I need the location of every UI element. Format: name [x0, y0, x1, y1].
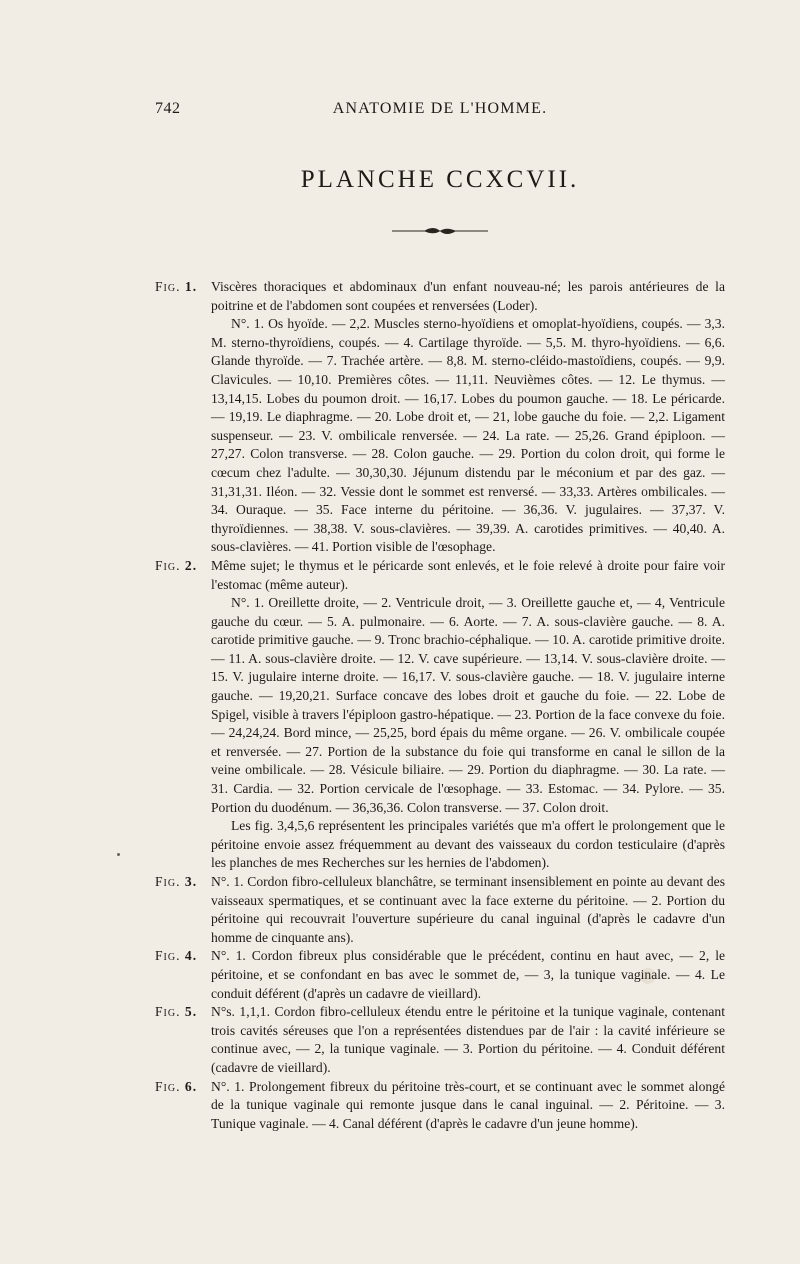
page-number: 742 [155, 100, 181, 117]
figure-label: Fig. 2. [155, 557, 198, 573]
figure-key: N°s. 1,1,1. Cordon fibro-celluleux étendu entre le péritoine et la tunique vaginale, contenant trois cavités séreuses que l'on a représentées distendues par de l'air : la cavité inférieure se continue avec, — 2, la tunique vaginale. — 3. Portion du péritoine. — 4. Conduit déférent (cadavre de vieillard). [211, 1004, 725, 1075]
figure-key: N°. 1. Cordon fibro-celluleux blanchâtre, se terminant insensiblement en pointe au devant des vaisseaux spermatiques, et se continuant avec la face externe du péritoine. — 2. Portion du péritoine qui recouvrait l'ouverture supérieure du canal inguinal (d'après le cadavre d'un homme de cinquante ans). [211, 874, 725, 945]
figure-key: N°. 1. Os hyoïde. — 2,2. Muscles sterno-hyoïdiens et omoplat-hyoïdiens, coupés. — 3,3. M. sterno-thyroïdiens, coupés. — 4. Cartilage thyroïde. — 5,5. M. thyro-hyoïdiens. — 6,6. Glande thyroïde. — 7. Trachée artère. — 8,8. M. sterno-cléido-mastoïdiens, coupés. — 9,9. Clavicules. — 10,10. Premières côtes. — 11,11. Neuvièmes côtes. — 12. Le thymus. — 13,14,15. Lobes du poumon droit. — 16,17. Lobes du poumon gauche. — 18. Le péricarde. — 19,19. Le diaphragme. — 20. Lobe droit et, — 21, lobe gauche du foie. — 2,2. Ligament suspenseur. — 23. V. ombilicale renversée. — 24. La rate. — 25,26. Grand épiploon. — 27,27. Colon transverse. — 28. Colon gauche. — 29. Portion du colon droit, qui forme le cœcum chez l'adulte. — 30,30,30. Jéjunum distendu par le méconium et par des gaz. — 31,31,31. Iléon. — 32. Vessie dont le sommet est renversé. — 33,33. Artères ombilicales. — 34. Ouraque. — 35. Face interne du péritoine. — 36,36. V. jugulaires. — 37,37. V. thyroïdiennes. — 38,38. V. sous-clavières. — 39,39. A. carotides primitives. — 40,40. A. sous-clavières. — 41. Portion visible de l'œsophage. [211, 316, 725, 555]
paper-stain [640, 968, 656, 984]
plate-legend [155, 278, 725, 1133]
plate-title: PLANCHE CCXCVII. [300, 166, 580, 193]
figure-1-legend [155, 278, 725, 557]
figure-6-legend [155, 1078, 725, 1134]
ink-speck [117, 853, 120, 856]
ornament-divider [392, 226, 488, 236]
running-head: ANATOMIE DE L'HOMME. [332, 100, 548, 117]
figure-key: N°. 1. Prolongement fibreux du péritoine très-court, et se continuant avec le sommet alongé de la tunique vaginale qui remonte jusque dans le canal inguinal. — 2. Péritoine. — 3. Tunique vaginale. — 4. Canal déférent (d'après le cadavre d'un jeune homme). [211, 1078, 725, 1131]
figure-3-legend [155, 873, 725, 947]
figure-label: Fig. 4. [155, 948, 198, 964]
figure-label: Fig. 6. [155, 1078, 198, 1094]
figure-description: Même sujet; le thymus et le péricarde sont enlevés, et le foie relevé à droite pour faire voir l'estomac (même auteur). [211, 557, 725, 592]
figure-label: Fig. 3. [155, 874, 198, 889]
figure-key: N°. 1. Oreillette droite, — 2. Ventricule droit, — 3. Oreillette gauche et, — 4, Ventricule gauche du cœur. — 5. A. pulmonaire. — 6. Aorte. — 7. A. sous-clavière gauche. — 8. A. carotide primitive gauche. — 9. Tronc brachio-céphalique. — 10. A. carotide primitive droite. — 11. A. sous-clavière droite. — 12. V. cave supérieure. — 13,14. V. sous-clavière droite. — 15. V. jugulaire interne droite. — 16,17. V. sous-clavière gauche. — 18. V. jugulaire interne gauche. — 19,20,21. Surface concave des lobes droit et gauche du foie. — 22. Lobe de Spigel, visible à travers l'épiploon gastro-hépatique. — 23. Portion de la face convexe du foie. — 24,24,24. Bord mince, — 25,25, bord épais du même organe. — 26. V. ombilicale coupée et renversée. — 27. Portion de la substance du foie qui transforme en canal le sillon de la veine ombilicale. — 28. Vésicule biliaire. — 29. Portion du diaphragme. — 30. La rate. — 31. Cardia. — 32. Portion cervicale de l'œsophage. — 33. Estomac. — 34. Pylore. — 35. Portion du duodénum. — 36,36,36. Colon transverse. — 37. Colon droit. [211, 595, 725, 815]
figure-5-legend [155, 1003, 725, 1077]
figure-2-legend [155, 557, 725, 873]
page-header [155, 100, 725, 122]
figure-label: Fig. 1. [155, 279, 198, 294]
figure-description: Viscères thoraciques et abdominaux d'un enfant nouveau-né; les parois antérieures de la poitrine et de l'abdomen sont coupées et renversées (Loder). [211, 279, 725, 313]
figure-label: Fig. 5. [155, 1004, 198, 1020]
figure-note: Les fig. 3,4,5,6 représentent les principales variétés que m'a offert le prolongement que le péritoine envoie assez fréquemment au devant des vaisseaux du cordon testiculaire (d'après les planches de mes Recherches sur les hernies de l'abdomen). [211, 818, 725, 871]
figure-key: N°. 1. Cordon fibreux plus considérable que le précédent, continu en haut avec, — 2, le péritoine, et se confondant en bas avec le sommet de, — 3, la tunique vaginale. — 4. Le conduit déférent (d'après un cadavre de vieillard). [211, 948, 725, 1001]
